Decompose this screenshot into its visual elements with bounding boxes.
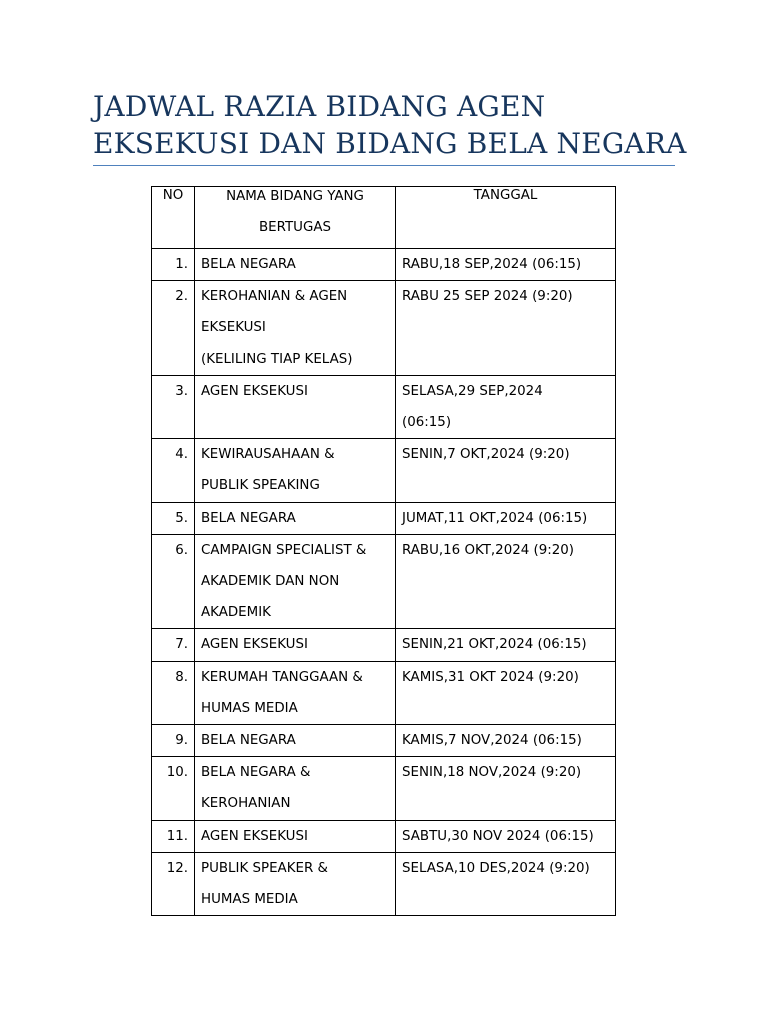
table-row [152, 757, 616, 820]
date-line: SELASA,29 SEP,2024 [402, 383, 543, 399]
row-number: 7. [152, 629, 195, 661]
bidang-name-cell [195, 249, 396, 281]
date-cell [396, 375, 616, 438]
bidang-name-cell [195, 534, 396, 629]
bidang-name-line: BELA NEGARA [201, 510, 296, 526]
date-line: SELASA,10 DES,2024 (9:20) [402, 860, 590, 876]
bidang-name-cell [195, 725, 396, 757]
date-cell [396, 725, 616, 757]
date-line: KAMIS,7 NOV,2024 (06:15) [402, 733, 582, 749]
bidang-name-line: AGEN EKSEKUSI [201, 637, 308, 653]
row-number: 12. [152, 852, 195, 915]
bidang-name-line: KEROHANIAN & AGEN [201, 289, 348, 305]
bidang-name-cell [195, 852, 396, 915]
bidang-name-line: BELA NEGARA & [201, 765, 311, 781]
table-row [152, 629, 616, 661]
date-line: JUMAT,11 OKT,2024 (06:15) [402, 510, 588, 526]
date-line: (06:15) [402, 415, 452, 431]
bidang-name-line: PUBLIK SPEAKING [201, 478, 320, 494]
date-cell [396, 281, 616, 376]
document-title [93, 88, 693, 162]
date-cell [396, 629, 616, 661]
bidang-name-line: KEROHANIAN [201, 796, 291, 812]
date-line: SENIN,18 NOV,2024 (9:20) [402, 765, 582, 781]
bidang-name-line: AKADEMIK [201, 605, 271, 621]
bidang-name-cell [195, 757, 396, 820]
date-line: SENIN,7 OKT,2024 (9:20) [402, 447, 570, 463]
table-row [152, 820, 616, 852]
row-number: 9. [152, 725, 195, 757]
bidang-name-line: EKSEKUSI [201, 320, 266, 336]
date-line: SENIN,21 OKT,2024 (06:15) [402, 637, 587, 653]
row-number: 8. [152, 661, 195, 724]
date-line: RABU,16 OKT,2024 (9:20) [402, 542, 575, 558]
date-cell [396, 757, 616, 820]
date-line: RABU,18 SEP,2024 (06:15) [402, 257, 582, 272]
header-date: TANGGAL [396, 187, 616, 249]
table-row [152, 852, 616, 915]
schedule-table [151, 186, 616, 916]
table-row [152, 249, 616, 281]
bidang-name-line: KERUMAH TANGGAAN & [201, 669, 363, 685]
date-line: RABU 25 SEP 2024 (9:20) [402, 289, 573, 305]
bidang-name-cell [195, 629, 396, 661]
bidang-name-line: AKADEMIK DAN NON [201, 574, 340, 590]
date-cell [396, 249, 616, 281]
date-cell [396, 439, 616, 502]
table-row [152, 439, 616, 502]
bidang-name-line: BELA NEGARA [201, 733, 296, 749]
bidang-name-line: CAMPAIGN SPECIALIST & [201, 542, 367, 558]
bidang-name-line: AGEN EKSEKUSI [201, 828, 308, 844]
bidang-name-cell [195, 661, 396, 724]
bidang-name-line: HUMAS MEDIA [201, 892, 298, 908]
bidang-name-line: (KELILING TIAP KELAS) [201, 351, 353, 367]
row-number: 4. [152, 439, 195, 502]
date-cell [396, 502, 616, 534]
bidang-name-cell [195, 439, 396, 502]
bidang-name-cell [195, 281, 396, 376]
table-row [152, 534, 616, 629]
table-row [152, 375, 616, 438]
row-number: 6. [152, 534, 195, 629]
row-number: 5. [152, 502, 195, 534]
table-row [152, 661, 616, 724]
date-cell [396, 852, 616, 915]
document-title-line-1: JADWAL RAZIA BIDANG AGEN [93, 90, 546, 123]
date-line: SABTU,30 NOV 2024 (06:15) [402, 828, 594, 844]
header-name [195, 187, 396, 249]
row-number: 3. [152, 375, 195, 438]
schedule-table-body [152, 249, 616, 916]
bidang-name-line: BELA NEGARA [201, 257, 296, 272]
bidang-name-line: KEWIRAUSAHAAN & [201, 447, 335, 463]
row-number: 10. [152, 757, 195, 820]
row-number: 2. [152, 281, 195, 376]
date-line: KAMIS,31 OKT 2024 (9:20) [402, 669, 579, 685]
title-underline [93, 165, 675, 166]
bidang-name-cell [195, 820, 396, 852]
table-header-row [152, 187, 616, 249]
date-cell [396, 534, 616, 629]
document-title-line-2: EKSEKUSI DAN BIDANG BELA NEGARA [93, 127, 687, 160]
bidang-name-cell [195, 502, 396, 534]
table-row [152, 725, 616, 757]
table-row [152, 502, 616, 534]
header-name-line-2: BERTUGAS [259, 220, 331, 235]
bidang-name-cell [195, 375, 396, 438]
bidang-name-line: PUBLIK SPEAKER & [201, 860, 328, 876]
header-name-line-1: NAMA BIDANG YANG [226, 189, 364, 204]
date-cell [396, 661, 616, 724]
row-number: 11. [152, 820, 195, 852]
bidang-name-line: AGEN EKSEKUSI [201, 383, 308, 399]
header-no: NO [152, 187, 195, 249]
row-number: 1. [152, 249, 195, 281]
table-row [152, 281, 616, 376]
bidang-name-line: HUMAS MEDIA [201, 700, 298, 716]
date-cell [396, 820, 616, 852]
